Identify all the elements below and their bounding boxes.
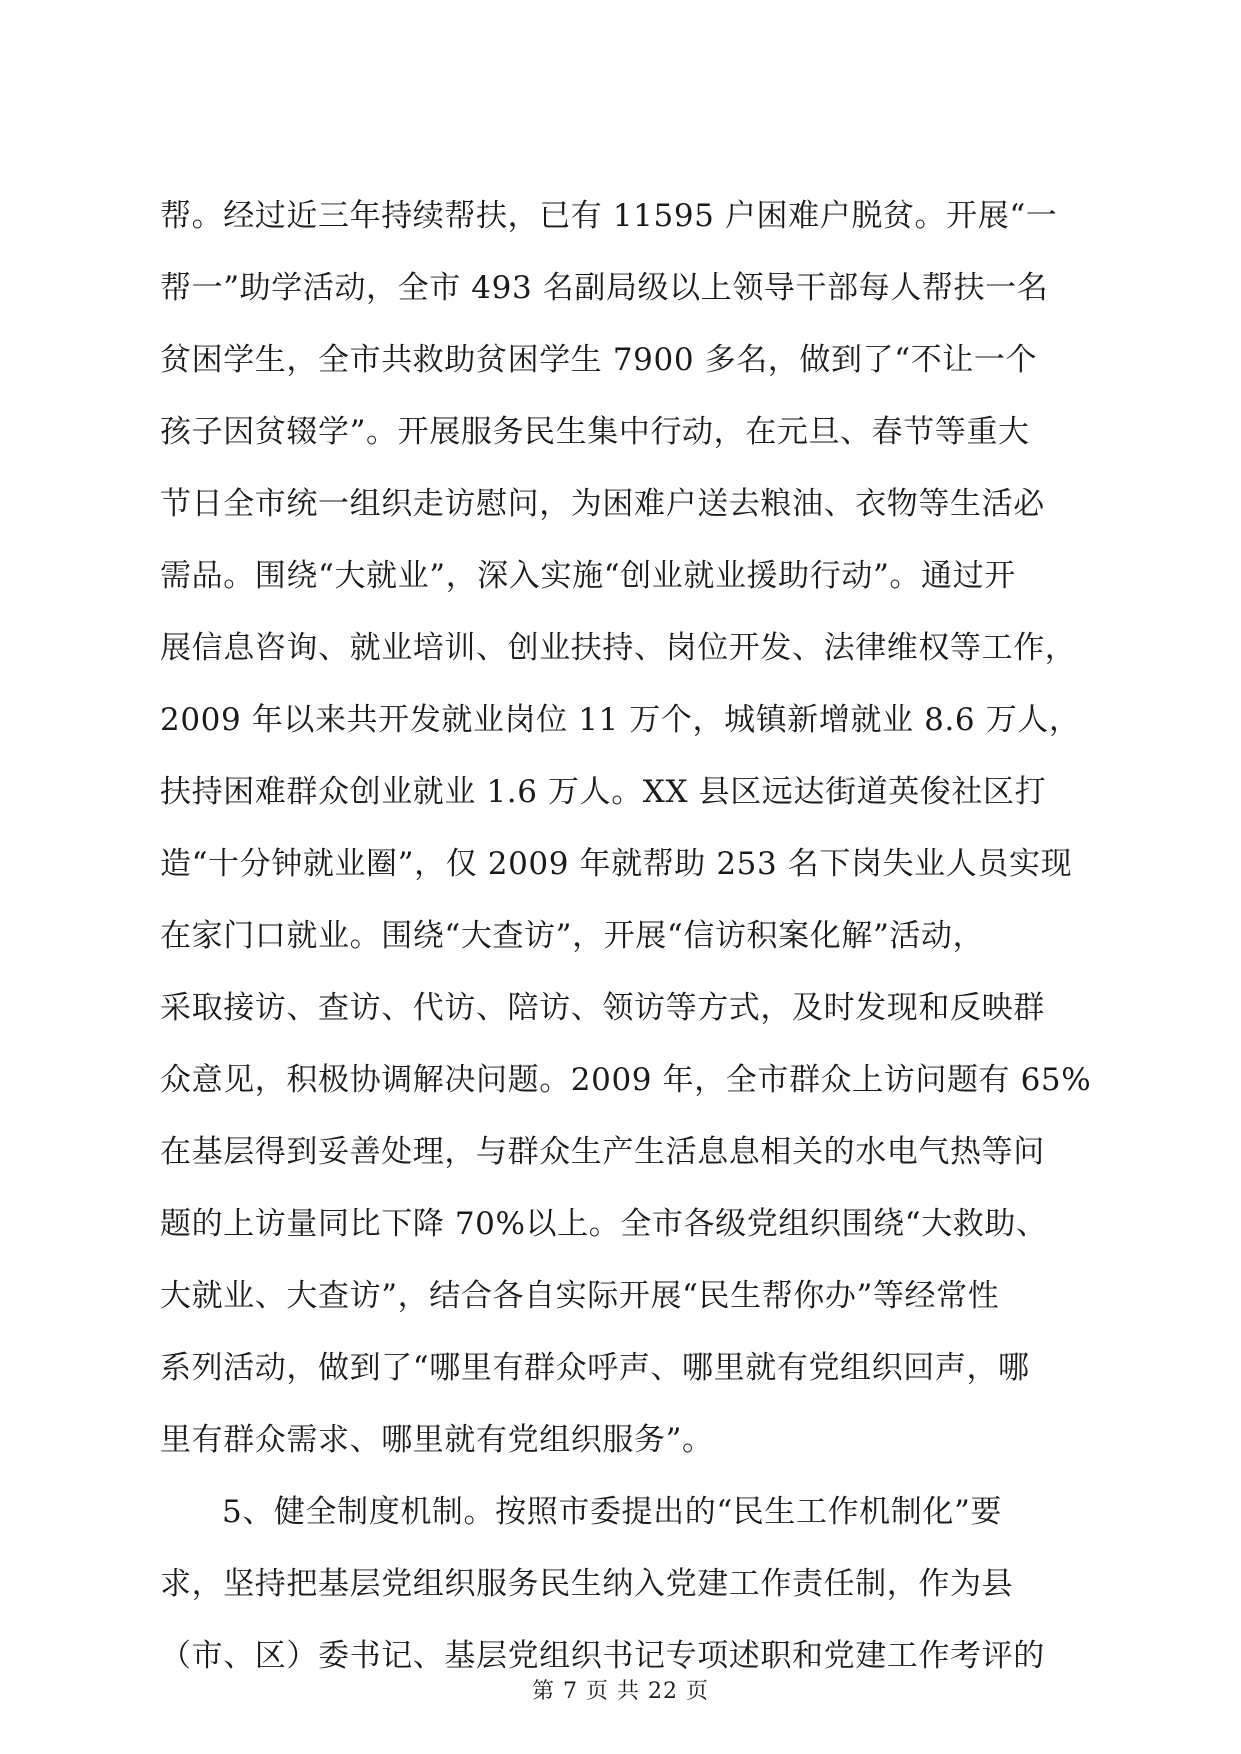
text-line: 扶持困难群众创业就业 1.6 万人。XX 县区远达街道英俊社区打 <box>160 774 1047 810</box>
text-line: 系列活动，做到了“哪里有群众呼声、哪里就有党组织回声，哪 <box>160 1350 1030 1386</box>
text-line: 求，坚持把基层党组织服务民生纳入党建工作责任制，作为县 <box>160 1566 1014 1602</box>
text-line: 贫困学生，全市共救助贫困学生 7900 多名，做到了“不让一个 <box>160 342 1038 378</box>
text-line: 孩子因贫辍学”。开展服务民生集中行动，在元旦、春节等重大 <box>160 414 1030 450</box>
paragraph-start-line: 5、健全制度机制。按照市委提出的“民生工作机制化”要 <box>222 1494 1003 1530</box>
page-number-footer: 第 7 页 共 22 页 <box>532 1679 709 1704</box>
text-line: （市、区）委书记、基层党组织书记专项述职和党建工作考评的 <box>160 1638 1045 1674</box>
text-line: 里有群众需求、哪里就有党组织服务”。 <box>160 1422 714 1458</box>
text-line: 造“十分钟就业圈”，仅 2009 年就帮助 253 名下岗失业人员实现 <box>160 846 1073 882</box>
text-line: 采取接访、查访、代访、陪访、领访等方式，及时发现和反映群 <box>160 990 1045 1026</box>
text-line: 展信息咨询、就业培训、创业扶持、岗位开发、法律维权等工作， <box>160 630 1077 666</box>
text-line: 帮。经过近三年持续帮扶，已有 11595 户困难户脱贫。开展“一 <box>160 198 1058 234</box>
text-line: 题的上访量同比下降 70%以上。全市各级党组织围绕“大救助、 <box>160 1206 1048 1242</box>
text-line: 需品。围绕“大就业”，深入实施“创业就业援助行动”。通过开 <box>160 558 1016 594</box>
text-line: 大就业、大查访”，结合各自实际开展“民生帮你办”等经常性 <box>160 1278 1000 1314</box>
text-line: 2009 年以来共开发就业岗位 11 万个，城镇新增就业 8.6 万人， <box>160 702 1081 738</box>
text-line: 节日全市统一组织走访慰问，为困难户送去粮油、衣物等生活必 <box>160 486 1045 522</box>
text-line: 在家门口就业。围绕“大查访”，开展“信访积案化解”活动， <box>160 918 985 954</box>
text-line: 众意见，积极协调解决问题。2009 年，全市群众上访问题有 65% <box>160 1062 1092 1098</box>
text-line: 在基层得到妥善处理，与群众生产生活息息相关的水电气热等问 <box>160 1134 1045 1170</box>
text-line: 帮一”助学活动，全市 493 名副局级以上领导干部每人帮扶一名 <box>160 270 1049 306</box>
